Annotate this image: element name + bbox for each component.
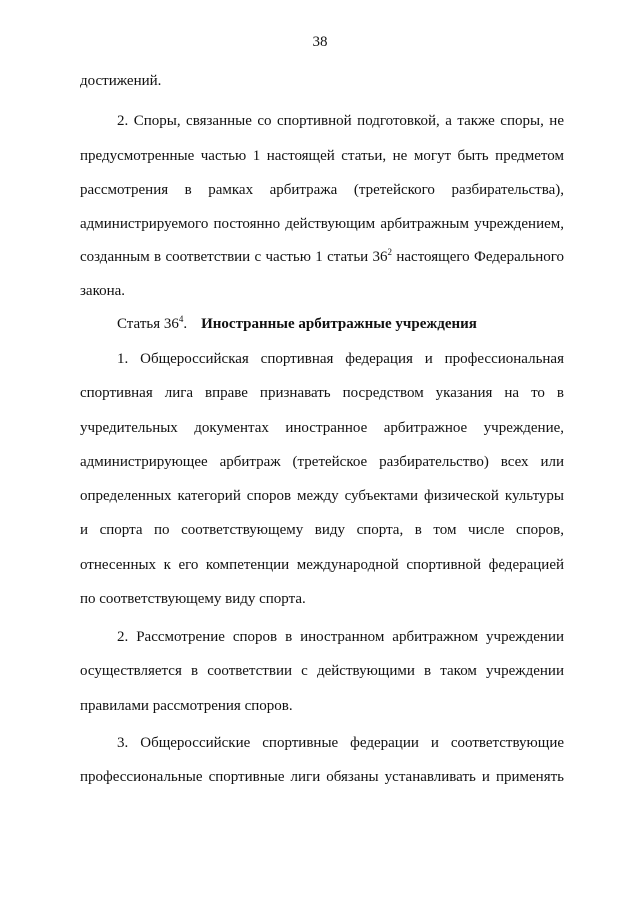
- article-superscript: 4: [178, 314, 184, 324]
- text-line: по соответствующему виду спорта.: [80, 591, 306, 607]
- text-fragment: настоящего Федерального: [392, 249, 564, 265]
- text-line: и спорта по соответствующему виду спорта, в том числе споров,: [80, 522, 564, 538]
- article-label: Статья 36: [117, 316, 179, 332]
- text-line: осуществляется в соответствии с действующими в таком учреждении: [80, 663, 564, 679]
- text-line: администрирующее арбитраж (третейское разбирательство) всех или: [80, 454, 564, 470]
- text-line: 3. Общероссийские спортивные федерации и соответствующие: [117, 735, 564, 751]
- text-line: администрируемого постоянно действующим арбитражным учреждением,: [80, 216, 564, 232]
- text-line: профессиональные спортивные лиги обязаны устанавливать и применять: [80, 769, 564, 785]
- superscript: 2: [387, 247, 393, 257]
- text-line: 2. Рассмотрение споров в иностранном арбитражном учреждении: [117, 629, 564, 645]
- text-line: определенных категорий споров между субъектами физической культуры: [80, 488, 564, 504]
- text-line: спортивная лига вправе признавать посредством указания на то в: [80, 385, 564, 401]
- text-line: достижений.: [80, 73, 162, 89]
- text-line-with-superscript: [80, 247, 564, 267]
- text-line: учредительных документах иностранное арбитражное учреждение,: [80, 420, 564, 436]
- article-title: Иностранные арбитражные учреждения: [201, 316, 477, 332]
- text-fragment: созданным в соответствии с частью 1 статьи 36: [80, 249, 388, 265]
- text-line: правилами рассмотрения споров.: [80, 698, 293, 714]
- article-heading: [117, 314, 564, 334]
- text-line: 2. Споры, связанные со спортивной подготовкой, а также споры, не: [117, 113, 564, 129]
- text-line: отнесенных к его компетенции международной спортивной федерацией: [80, 557, 564, 573]
- text-line: рассмотрения в рамках арбитража (третейского разбирательства),: [80, 182, 564, 198]
- page-number: 38: [312, 34, 328, 50]
- text-line: 1. Общероссийская спортивная федерация и профессиональная: [117, 351, 564, 367]
- text-line: закона.: [80, 283, 126, 299]
- text-line: предусмотренные частью 1 настоящей статьи, не могут быть предметом: [80, 148, 564, 164]
- article-label-dot: .: [183, 316, 188, 332]
